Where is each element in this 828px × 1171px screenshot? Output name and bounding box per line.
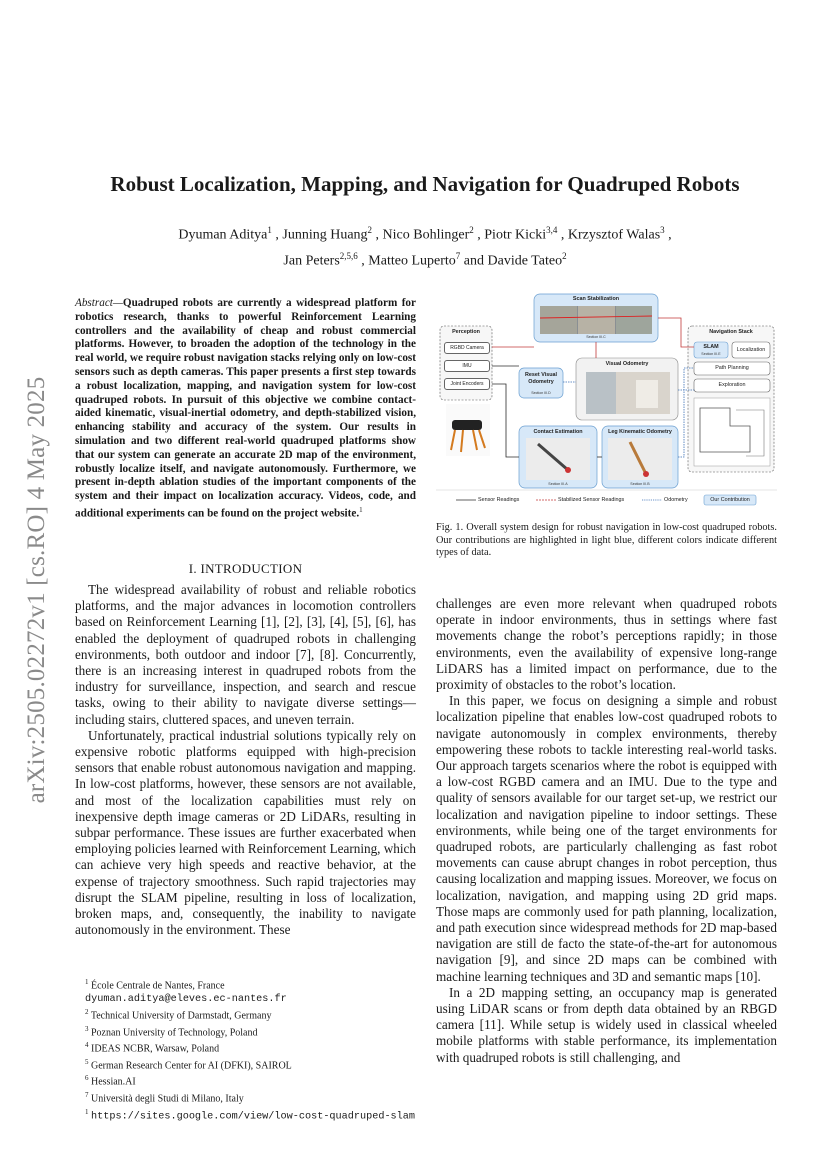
footnotes <box>85 976 425 1123</box>
footnote: $^6$ Hessian.AI <box>85 1074 136 1088</box>
footnote: $^4$ IDEAS NCBR, Warsaw, Poland <box>85 1041 220 1055</box>
footnote: $^7$ Università degli Studi di Milano, Italy <box>85 1091 244 1105</box>
author-name: Junning Huang <box>282 227 368 243</box>
author-name: Matteo Luperto <box>368 253 456 269</box>
exploration-label: Exploration <box>718 382 746 388</box>
abstract: Abstract—Quadruped robots are currently a widespread platform for robotics research, thanks to powerful Reinforcement Learning controllers and the availability of cheap and robust commercial platforms. However, to broaden the adoption of the technology in the real world, we require robust navigation stacks relying only on low-cost sensors such as depth cameras. This paper presents a first step towards a robust localization, mapping, and navigation system for low-cost quadruped robots. In pursuit of this objective we combine contact-aided kinematic, visual-inertial odometry, and depth-stabilized vision, enhancing stability and accuracy of the system. Our results in simulation and two different real-world quadruped platforms show that our system can generate an accurate 2D map of the environment, robustly localize itself, and navigate autonomously. Furthermore, we present in-depth ablation studies of the important components of the system and their impact on localization accuracy. Videos, code, and additional experiments can be found on the project website.$^1$ <box>75 297 416 520</box>
reset-section-label: Section III.D <box>531 391 551 395</box>
contact-estimation-label: Contact Estimation <box>533 429 583 435</box>
reset-vo-label: Reset Visual Odometry <box>525 372 557 385</box>
legend-contribution: Our Contribution <box>710 497 750 503</box>
slam-label: SLAM <box>703 344 719 350</box>
author-name: Davide Tateo <box>487 253 563 269</box>
diagram-arrows <box>436 292 777 510</box>
leg-section-label: Section III.B <box>630 482 650 486</box>
right-column-body <box>436 596 777 1066</box>
contact-section-label: Section III.A <box>548 482 568 486</box>
abstract-text: Quadruped robots are currently a widespread platform for robotics research, thanks to powerful Reinforcement Learning controllers and the availability of cheap and robust commercial platforms. However, to broaden the adoption of the technology in the real world, we require robust navigation stacks relying only on low-cost sensors such as depth cameras. This paper presents a first step towards a robust localization, mapping, and navigation system for low-cost quadruped robots. In pursuit of this objective we combine contact-aided kinematic, visual-inertial odometry, and depth-stabilized vision, enhancing stability and accuracy of the system. Our results in simulation and two different real-world quadruped platforms show that our system can generate an accurate 2D map of the environment, robustly localize itself, and navigate autonomously. Furthermore, we present in-depth ablation studies of the important components of the system and their impact on localization accuracy. Videos, code, and additional experiments can be found on the project website. <box>75 297 416 520</box>
paragraph: In this paper, we focus on designing a simple and robust localization pipeline that enables low-cost quadruped robots to navigate autonomously in complex environments, thereby empowering these robots to tackle interesting real-world tasks. Our approach targets scenarios where the robot is equipped with a low-cost RGBD camera and an IMU. Due to the type and quality of sensors available for our target set-up, we restrict our localization and navigation pipeline to indoor settings. These environments, while being one of the target environments for quadruped robots, are particularly challenging as fast robot movements can cause abrupt changes in robot perception, thus causing localization and mapping issues. Moreover, we focus on localization, navigation, and mapping using 2D grid maps. Those maps are commonly used for path planning, localization, and path execution since widespread methods for 2D map-based navigation are still de facto the state-of-the-art for autonomous navigation [9], and since 2D maps can be combined with machine learning techniques and 3D and semantic maps [10]. <box>436 693 777 984</box>
legend-odometry: Odometry <box>664 497 688 503</box>
footnote: $^1$ École Centrale de Nantes, France <box>85 978 225 992</box>
author-name: Dyuman Aditya <box>178 227 268 243</box>
author-affiliation: 3,4 <box>546 225 558 235</box>
legend-stabilized: Stabilized Sensor Readings <box>558 497 625 503</box>
author-affiliation: 2 <box>562 250 567 261</box>
perception-label: Perception <box>452 329 480 335</box>
paragraph: The widespread availability of robust and reliable robotics platforms, and the major advances in locomotion controllers based on Reinforcement Learning [1], [2], [3], [4], [5], [6], has enabled the deployment of quadruped robots in challenging environments, both outdoor and indoor [7], [8]. Concurrently, there is an increasing interest in quadruped robots from the industry for surveillance, inspection, and search and rescue tasks, owing to their ability to navigate diverse settings—including stairs, cluttered spaces, and uneven terrain. <box>75 582 416 727</box>
paragraph: In a 2D mapping setting, an occupancy map is generated using LiDAR scans or from depth data obtained by an RBGD camera [11]. While setup is widely used in classical wheeled mobile platforms with stable performance, its implementation with quadruped robots is still challenging, and <box>436 984 777 1065</box>
figure-caption: Fig. 1. Overall system design for robust navigation in low-cost quadruped robots. Our contributions are highlighted in light blue, different colors indicate different types of data. <box>436 522 777 559</box>
scan-stabilization-label: Scan Stabilization <box>572 296 620 302</box>
footnote: dyuman.aditya@eleves.ec-nantes.fr <box>85 993 287 1005</box>
legend-sensor: Sensor Readings <box>478 497 520 503</box>
localization-label: Localization <box>736 347 766 353</box>
scan-section-label: Section III.C <box>586 335 606 339</box>
author-name: Piotr Kicki <box>484 227 547 243</box>
author-affiliation: 2,5,6 <box>339 250 358 261</box>
footnote: $^2$ Technical University of Darmstadt, Germany <box>85 1007 272 1022</box>
author-list <box>100 220 750 271</box>
footnote: $^3$ Poznan University of Technology, Poland <box>85 1024 258 1038</box>
author-name: Jan Peters <box>283 253 340 269</box>
footnote: $^1$ https://sites.google.com/view/low-cost-quadruped-slam <box>85 1107 416 1122</box>
leg-odometry-label: Leg Kinematic Odometry <box>608 429 672 435</box>
author-affiliation: 1 <box>267 225 272 235</box>
joint-encoders-chip: Joint Encoders <box>444 378 490 390</box>
author-line-1: Dyuman Aditya$^1$ , Junning Huang$^2$ , Nico Bohlinger$^2$ , Piotr Kicki$^{3,4}$ , Krzysztof Walas$^3$ , <box>178 225 672 243</box>
author-line-2: Jan Peters$^{2,5,6}$ , Matteo Luperto$^7$ and Davide Tateo$^2$ <box>283 250 567 269</box>
left-column-body <box>75 582 416 938</box>
author-affiliation: 7 <box>455 250 461 261</box>
author-affiliation: 2 <box>469 225 474 235</box>
path-planning-label: Path Planning <box>715 365 749 371</box>
figure-system-diagram <box>436 292 777 510</box>
visual-odometry-label: Visual Odometry <box>605 361 649 367</box>
footnote: $^5$ German Research Center for AI (DFKI), SAIROL <box>85 1057 292 1072</box>
paper-title: Robust Localization, Mapping, and Navigation for Quadruped Robots <box>110 172 740 196</box>
author-affiliation: 3 <box>660 225 665 235</box>
paragraph: Unfortunately, practical industrial solutions typically rely on expensive robotic platforms equipped with high-precision sensors that enable robust autonomous navigation and mapping. In low-cost platforms, however, these sensors are not available, and most of the localization capabilities must rely on inexpensive depth image cameras or 2D LiDARs, resulting in subpar performance. These issues are further exacerbated when employing policies learned with Reinforcement Learning, which can achieve very high speeds and reactive behavior, at the expense of trajectory smoothness. Such rapid trajectories may disrupt the SLAM pipeline, resulting in loss of localization, broken maps, and, consequently, the inability to navigate autonomously in the environment. These <box>75 727 416 938</box>
author-affiliation: 2 <box>367 225 373 235</box>
slam-section-label: Section III.E <box>701 352 721 356</box>
author-name: Nico Bohlinger <box>382 227 470 243</box>
rgbd-camera-chip: RGBD Camera <box>444 342 490 354</box>
abstract-lead: Abstract <box>75 297 113 309</box>
navigation-stack-label: Navigation Stack <box>709 329 753 335</box>
paragraph: challenges are even more relevant when quadruped robots operate in indoor environments, thus in settings where fast movements change the robot’s perceptions rapidly; in those environments, even the availability of expensive long-range LiDARS has a limited impact on performance, due to the proximity of obstacles to the robot’s location. <box>436 596 777 693</box>
imu-chip: IMU <box>444 360 490 372</box>
abstract-footnote-mark: 1 <box>359 505 363 514</box>
arxiv-stamp: arXiv:2505.02272v1 [cs.RO] 4 May 2025 <box>23 376 50 804</box>
section-heading: I. INTRODUCTION <box>188 561 303 576</box>
author-name: Krzysztof Walas <box>567 227 661 243</box>
